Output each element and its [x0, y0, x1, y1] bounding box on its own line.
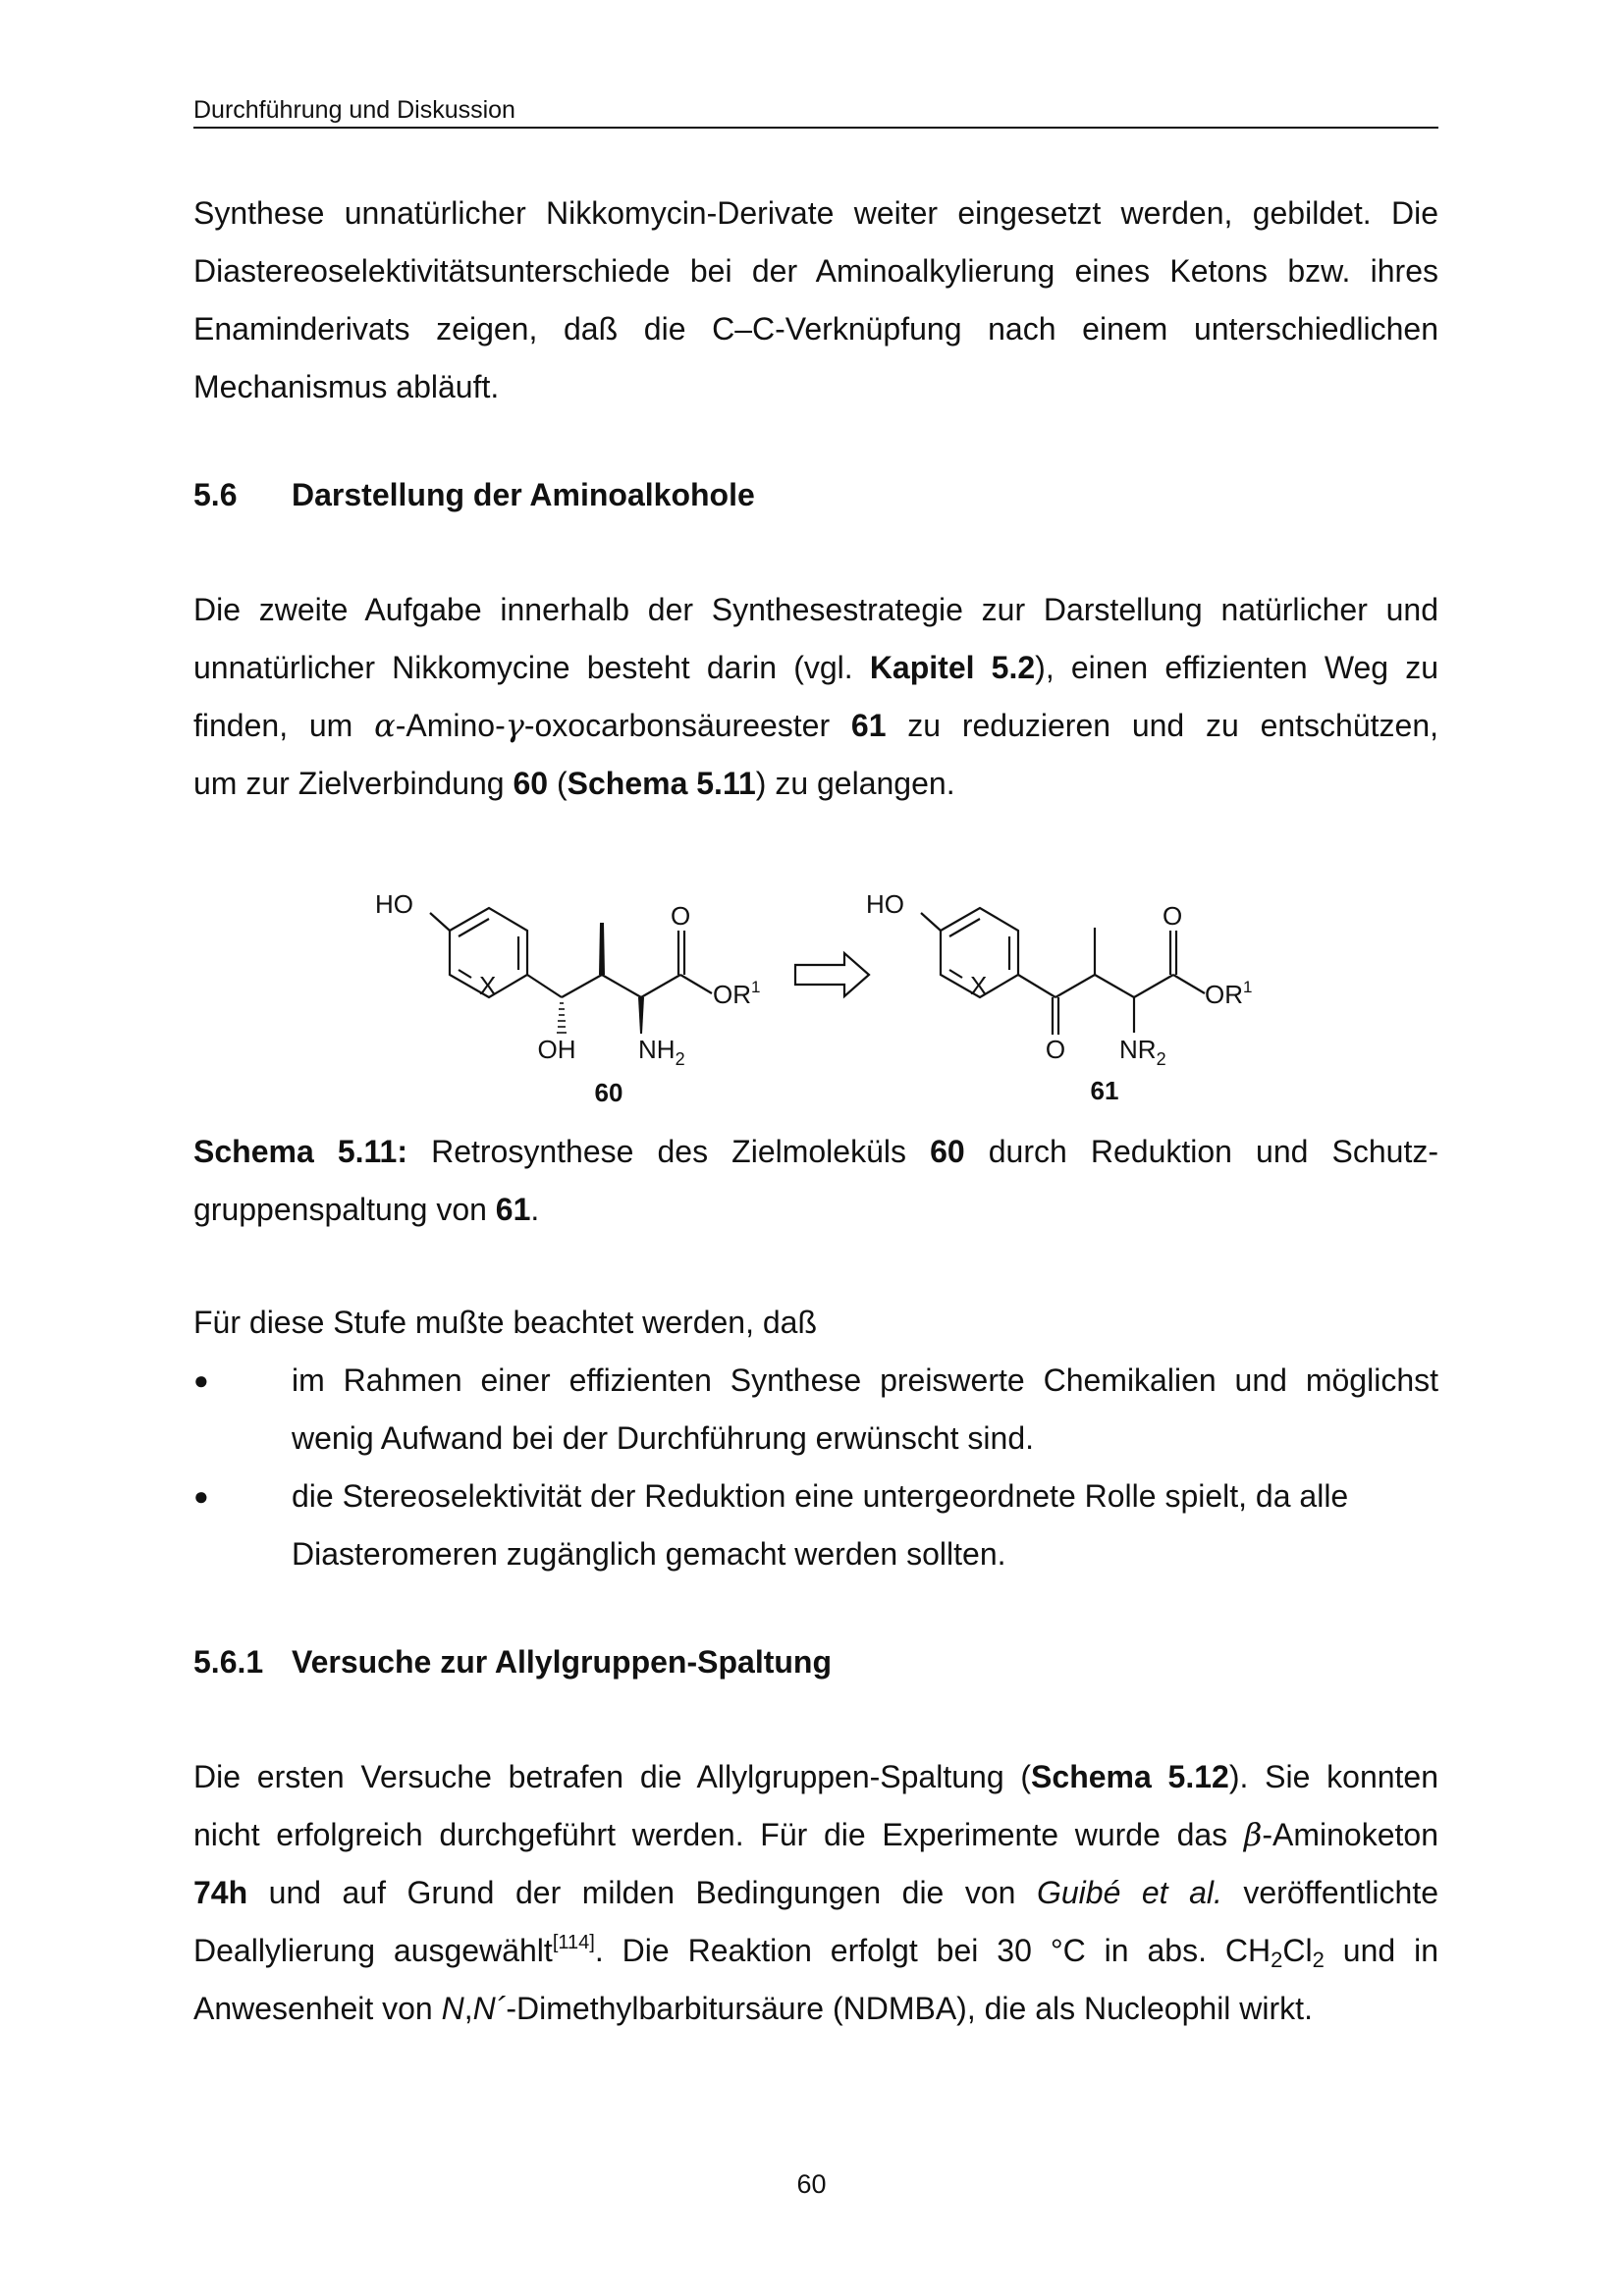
caption-line [193, 1181, 1438, 1239]
running-head: Durchführung und Diskussion [193, 96, 1438, 129]
heteroatom-label: X [970, 971, 988, 1000]
text-run: ), einen effizienten Weg zu [1035, 650, 1438, 685]
page-number: 60 [796, 2169, 827, 2199]
text-run: , [463, 1991, 473, 2026]
hashed-bond [557, 1003, 567, 1033]
ring-double-bond [459, 970, 471, 978]
scheme-caption [193, 1123, 1438, 1239]
text-run: und in [1324, 1933, 1439, 1968]
bullet-text [292, 1468, 1438, 1583]
amine-text: NH [638, 1035, 676, 1064]
bullet-dot-icon: ● [193, 1365, 209, 1395]
retrosynthesis-arrow [795, 953, 869, 996]
text-run: unnatürlicher Nikkomycine besteht darin (vgl. [193, 650, 870, 685]
wedge-bond [599, 923, 605, 975]
ester-superscript: 1 [751, 978, 761, 996]
paragraph-line [193, 1748, 1438, 1806]
section-heading-5-6 [193, 477, 755, 513]
bullet-line: Diasteromeren zugänglich gemacht werden sollten. [292, 1536, 1006, 1572]
bond [921, 913, 941, 931]
text-run: ( [548, 766, 568, 801]
molecule-60 [430, 908, 712, 997]
author-citation: Guibé et al. [1036, 1875, 1222, 1910]
text-run: ). Sie konnten [1228, 1759, 1439, 1794]
paragraph-2 [193, 581, 1438, 813]
bond [430, 913, 450, 931]
text-run: -oxocarbonsäureester [523, 708, 851, 743]
text-run: und auf Grund der milden Bedingungen die von [247, 1875, 1037, 1910]
amine-label [1119, 1035, 1166, 1069]
section-number: 5.6.1 [193, 1644, 264, 1680]
paragraph-line [193, 639, 1438, 697]
compound-number: 61 [850, 708, 887, 743]
hydroxyl-label: OH [537, 1035, 576, 1064]
text-run: Die ersten Versuche betrafen die Allylgruppen-Spaltung ( [193, 1759, 1032, 1794]
bullet-line: im Rahmen einer effizienten Synthese preiswerte Chemikalien und möglichst [292, 1362, 1438, 1398]
italic-text: N [441, 1991, 464, 2026]
text-run: finden, um [193, 708, 375, 743]
paragraph-line [193, 755, 1438, 813]
oxygen-label: O [1163, 901, 1183, 931]
caption-line [193, 1123, 1438, 1181]
paragraph-line: Synthese unnatürlicher Nikkomycin-Derivate weiter eingesetzt werden, gebildet. Die [193, 195, 1438, 231]
ester-text: OR [713, 980, 751, 1009]
chemical-scheme [363, 864, 1253, 1109]
bullet-line: die Stereoselektivität der Reduktion eine untergeordnete Rolle spielt, da alle [292, 1478, 1349, 1514]
bond [680, 975, 712, 993]
text-run: Cl [1282, 1933, 1313, 1968]
bond [641, 975, 680, 997]
paragraph-line [193, 1806, 1438, 1864]
ring-double-bond [949, 970, 962, 978]
section-heading-5-6-1 [193, 1644, 832, 1681]
ester-text: OR [1205, 980, 1243, 1009]
keto-oxygen-label: O [1045, 1035, 1066, 1064]
alpha-symbol: α [374, 707, 396, 744]
compound-number: 61 [495, 1192, 531, 1227]
ester-label [713, 978, 760, 1009]
paragraph-line: Diastereoselektivitätsunterschiede bei der Aminoalkylierung eines Ketons bzw. ihres [193, 253, 1438, 289]
amine-subscript: 2 [1156, 1049, 1166, 1069]
paragraph-line [193, 1980, 1438, 2038]
bond [1173, 975, 1205, 993]
paragraph-4 [193, 1748, 1438, 2038]
cross-reference[interactable]: Schema 5.11 [567, 766, 756, 801]
subscript: 2 [1271, 1948, 1283, 1972]
paragraph-line [193, 1922, 1438, 1980]
cross-reference[interactable]: Kapitel 5.2 [869, 650, 1036, 685]
text-run: Anwesenheit von [193, 1991, 442, 2026]
text-run: -Aminoketon [1262, 1817, 1438, 1852]
text-run: -Dimethylbarbitursäure (NDMBA), die als Nucleophil wirkt. [506, 1991, 1313, 2026]
bond [1055, 975, 1095, 997]
cross-reference[interactable]: Schema 5.12 [1031, 1759, 1229, 1794]
gamma-symbol: γ [505, 707, 524, 744]
oxygen-label: O [671, 901, 691, 931]
bond [562, 975, 602, 997]
bond [527, 975, 562, 997]
amine-text: NR [1119, 1035, 1157, 1064]
amine-subscript: 2 [675, 1049, 685, 1069]
bullet-dot-icon: ● [193, 1481, 209, 1511]
ester-superscript: 1 [1243, 978, 1253, 996]
text-run: gruppenspaltung von [193, 1192, 496, 1227]
text-run: durch Reduktion und Schutz- [964, 1134, 1439, 1169]
ring-double-bond [459, 919, 489, 936]
section-number: 5.6 [193, 477, 238, 512]
bond [1095, 975, 1134, 997]
paragraph-line: Die zweite Aufgabe innerhalb der Synthesestrategie zur Darstellung natürlicher und [193, 592, 1438, 627]
reference-marker[interactable]: [114] [552, 1932, 595, 1953]
heteroatom-label: X [479, 971, 497, 1000]
text-run: . Die Reaktion erfolgt bei 30 °C in abs. CH [594, 1933, 1271, 1968]
paragraph-line [193, 697, 1438, 755]
paragraph-1 [193, 185, 1438, 416]
text-run: ) zu gelangen. [755, 766, 955, 801]
text-run: . [530, 1192, 540, 1227]
text-run: -Amino- [395, 708, 506, 743]
ester-label [1205, 978, 1252, 1009]
wedge-bond [638, 997, 644, 1034]
hydroxy-label: HO [866, 889, 904, 919]
italic-text: N´ [472, 1991, 507, 2026]
beta-symbol: β [1243, 1816, 1263, 1853]
ring-double-bond [949, 919, 980, 936]
paragraph-line: Enaminderivats zeigen, daß die C–C-Verknüpfung nach einem unterschiedlichen [193, 311, 1438, 347]
caption-label: Schema 5.11: [193, 1134, 407, 1169]
text-run: zu reduzieren und zu entschützen, [886, 708, 1439, 743]
compound-label-61: 61 [1090, 1076, 1119, 1105]
section-title: Versuche zur Allylgruppen-Spaltung [292, 1644, 832, 1680]
bond [1134, 975, 1173, 997]
paragraph-line: Mechanismus abläuft. [193, 369, 500, 404]
subscript: 2 [1312, 1948, 1325, 1972]
text-run: veröffentlichte [1221, 1875, 1439, 1910]
text-run: nicht erfolgreich durchgeführt werden. Für die Experimente wurde das [193, 1817, 1244, 1852]
section-title: Darstellung der Aminoalkohole [292, 477, 755, 512]
bond [1018, 975, 1055, 997]
compound-label-60: 60 [594, 1078, 623, 1107]
compound-number: 60 [930, 1134, 965, 1169]
text-run: um zur Zielverbindung [193, 766, 514, 801]
bullet-line: wenig Aufwand bei der Durchführung erwünscht sind. [292, 1420, 1034, 1456]
compound-number: 60 [513, 766, 549, 801]
compound-number: 74h [193, 1875, 248, 1910]
text-run: Deallylierung ausgewählt [193, 1933, 553, 1968]
paragraph-3 [193, 1294, 1438, 1352]
bullet-text [292, 1352, 1438, 1468]
paragraph-line [193, 1864, 1438, 1922]
hydroxy-label: HO [375, 889, 413, 919]
text-run: Retrosynthese des Zielmoleküls [407, 1134, 931, 1169]
paragraph-line: Für diese Stufe mußte beachtet werden, daß [193, 1305, 817, 1340]
bond [602, 975, 641, 997]
amine-label [638, 1035, 685, 1069]
